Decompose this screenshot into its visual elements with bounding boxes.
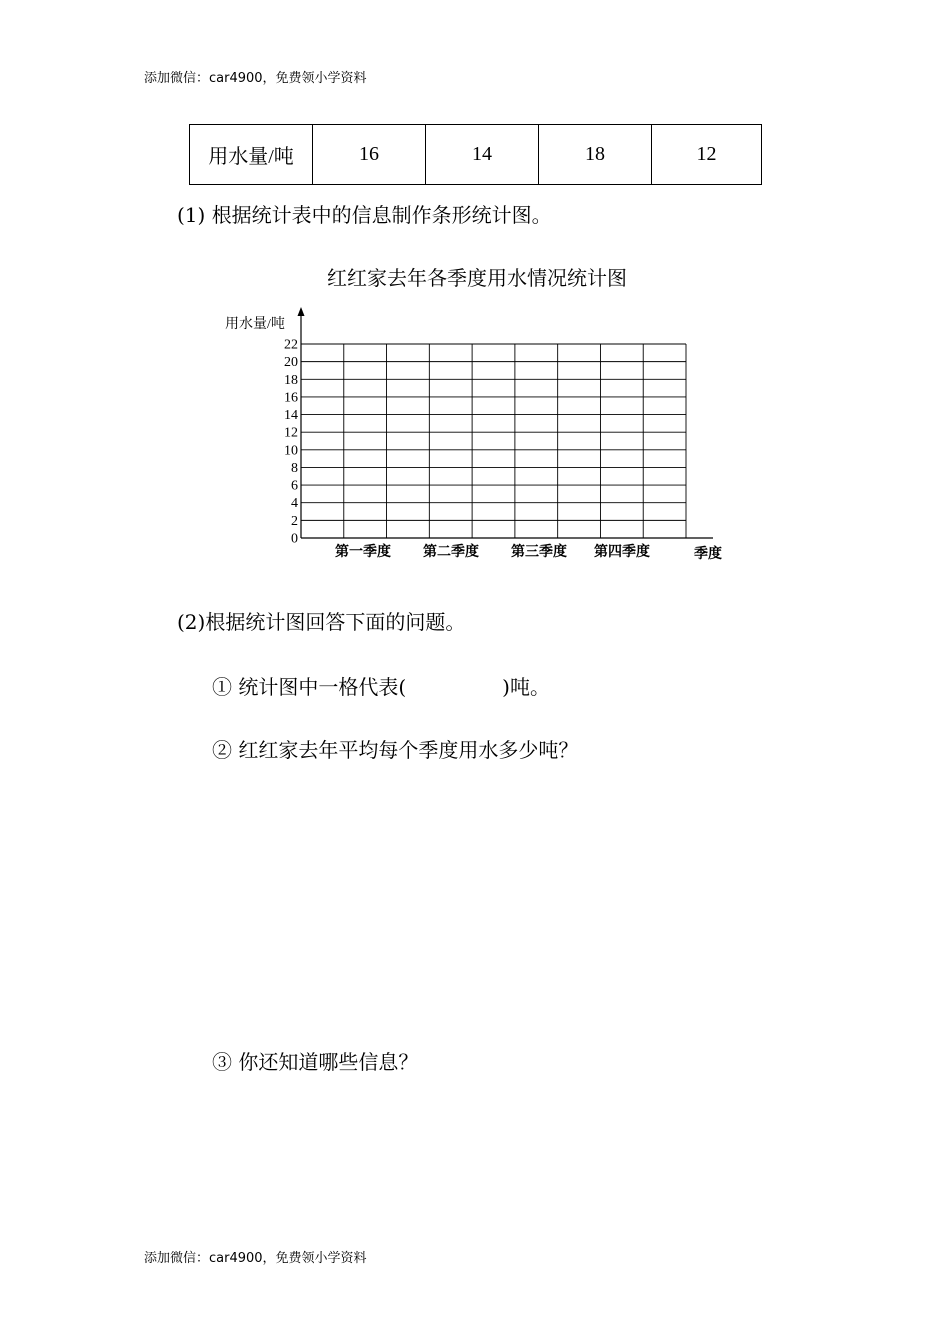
- question-2: (2)根据统计图回答下面的问题。: [177, 610, 466, 634]
- y-tick-label: 14: [284, 408, 298, 424]
- y-axis-arrow: [298, 307, 305, 316]
- table-cell-q3: 18: [539, 125, 652, 185]
- y-tick-labels: [284, 338, 298, 547]
- y-tick-label: 8: [291, 460, 298, 476]
- y-tick-label: 16: [284, 390, 298, 406]
- y-tick-label: 2: [291, 513, 298, 529]
- y-tick-label: 18: [284, 372, 298, 388]
- question-2-1-prefix: ① 统计图中一格代表(: [212, 675, 407, 699]
- y-tick-label: 6: [291, 478, 298, 494]
- question-2-1-suffix: )吨。: [502, 675, 550, 699]
- table-cell-q1: 16: [313, 125, 426, 185]
- header-watermark: 添加微信：car4900，免费领小学资料: [144, 71, 367, 86]
- question-1: (1) 根据统计表中的信息制作条形统计图。: [177, 203, 552, 227]
- x-tick-label: 第四季度: [594, 545, 650, 560]
- x-tick-labels: [335, 543, 650, 560]
- question-2-2: ② 红红家去年平均每个季度用水多少吨？: [212, 738, 579, 762]
- y-tick-label: 12: [284, 425, 298, 441]
- y-tick-label: 4: [291, 496, 298, 512]
- y-tick-label: 10: [284, 443, 298, 459]
- question-2-3: ③ 你还知道哪些信息？: [212, 1050, 419, 1074]
- table-cell-q2: 14: [426, 125, 539, 185]
- bar-chart-grid: [0, 0, 950, 600]
- y-axis-label: 用水量/吨: [225, 317, 285, 332]
- x-tick-label: 第二季度: [423, 545, 479, 560]
- table-row-label: 用水量/吨: [190, 125, 313, 185]
- x-axis-label: 季度: [694, 547, 722, 562]
- y-tick-label: 20: [284, 355, 298, 371]
- grid-lines: [301, 344, 686, 538]
- x-tick-label: 第一季度: [335, 545, 391, 560]
- chart-title: 红红家去年各季度用水情况统计图: [327, 266, 627, 290]
- x-tick-label: 第三季度: [511, 545, 567, 560]
- table-cell-q4: 12: [652, 125, 762, 185]
- question-2-1: [212, 671, 550, 700]
- y-tick-label: 22: [284, 337, 298, 353]
- footer-watermark: 添加微信：car4900，免费领小学资料: [144, 1251, 367, 1266]
- y-tick-label: 0: [291, 531, 298, 547]
